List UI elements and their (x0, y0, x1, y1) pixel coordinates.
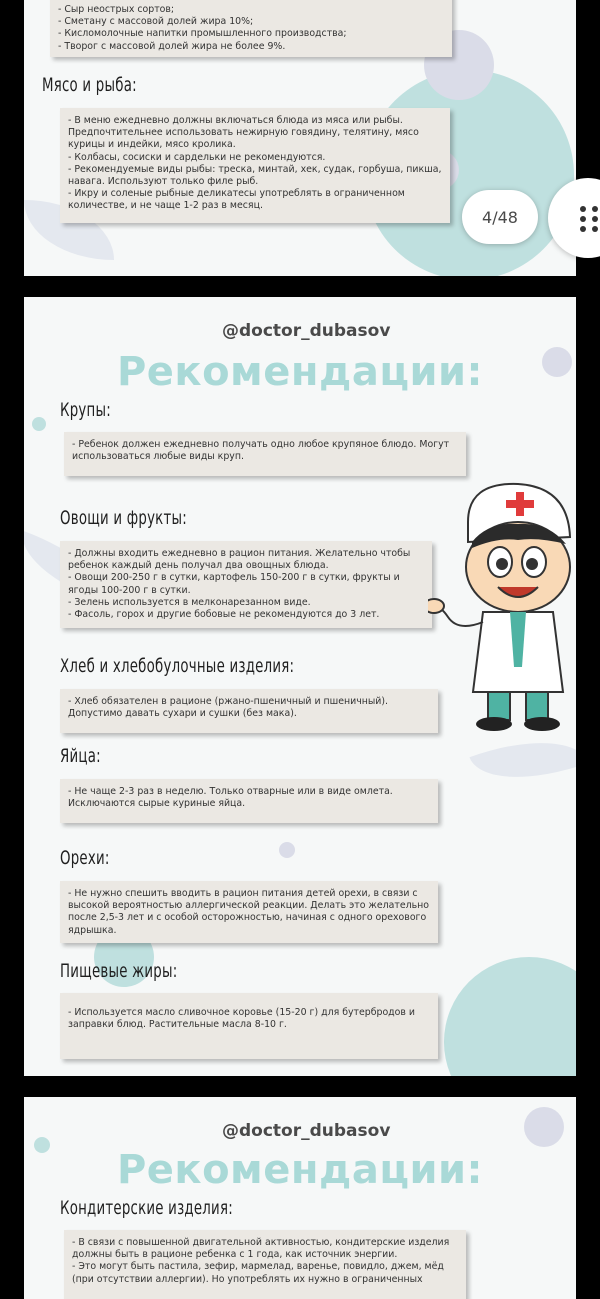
section-title-eggs: Яйца: (60, 745, 101, 767)
info-box-eggs: - Не чаще 2-3 раз в неделю. Только отварные или в виде омлета. Исключаются сырые куриные яйца. (60, 779, 438, 823)
decor-dot (279, 842, 295, 858)
decor-circle (444, 957, 576, 1076)
info-box-meat-fish: - В меню ежедневно должны включаться блюда из мяса или рыбы. Предпочтительнее использовать нежирную говядину, телятину, мясо курицы и индейки, мясо кролика. - Колбасы, сосиски и сардельки не рекомендуются. - Рекомендуемые виды рыбы: треска, минтай, хек, судак, горбуша, пикша, навага. Используют только филе рыб. - Икру и соленые рыбные деликатесы употреблять в ограниченном количестве, и не чаще 1-2 раз в месяц. (60, 108, 450, 223)
author-handle: @doctor_dubasov (222, 1121, 391, 1141)
section-title-fats: Пищевые жиры: (60, 960, 178, 982)
section-title-grains: Крупы: (60, 399, 111, 421)
info-box-nuts: - Не нужно спешить вводить в рацион питания детей орехи, в связи с высокой вероятностью аллергической реакции. Делать это желательно после 2,5-3 лет и с особой осторожностью, начиная с одного орехового ядрышка. (60, 881, 438, 943)
author-handle: @doctor_dubasov (222, 321, 391, 341)
doctor-illustration (428, 482, 576, 732)
decor-dot (32, 417, 46, 431)
page-title: Рекомендации: (116, 349, 484, 395)
info-box-vegetables: - Должны входить ежедневно в рацион питания. Желательно чтобы ребенок каждый день получал два овощных блюда. - Овощи 200-250 г в сутки, картофель 150-200 г в сутки, фрукты и ягоды 100-200 г в сутки. - Зелень используется в мелконарезанном виде. - Фасоль, горох и другие бобовые не рекомендуются до 3 лет. (60, 541, 432, 628)
info-box-grains: - Ребенок должен ежедневно получать одно любое крупяное блюдо. Могут использоваться любые виды круп. (64, 432, 466, 476)
slide-4 (24, 297, 576, 1076)
section-title-bread: Хлеб и хлебобулочные изделия: (60, 655, 295, 677)
decor-circle (524, 1107, 564, 1147)
section-title-vegetables: Овощи и фрукты: (60, 507, 187, 529)
section-title-nuts: Орехи: (60, 847, 110, 869)
page-indicator: 4/48 (462, 190, 538, 244)
info-box-fats: - Используется масло сливочное коровье (15-20 г) для бутербродов и заправки блюд. Растительные масла 8-10 г. (60, 993, 438, 1059)
info-box-sweets: - В связи с повышенной двигательной активностью, кондитерские изделия должны быть в рационе ребенка с 1 года, как источник энергии. - Это могут быть пастила, зефир, мармелад, варенье, повидло, джем, мёд (при отсутствии аллергии). Но употреблять их нужно в ограниченных (64, 1230, 466, 1299)
section-title-sweets: Кондитерские изделия: (60, 1197, 233, 1219)
section-title-meat-fish: Мясо и рыба: (42, 74, 137, 96)
info-box-dairy: - Сыр неострых сортов; - Сметану с массовой долей жира 10%; - Кисломолочные напитки промышленного производства; - Творог с массовой долей жира не более 9%. (50, 0, 452, 57)
slide-5-partial (24, 1097, 576, 1299)
page-title: Рекомендации: (116, 1147, 484, 1193)
info-box-bread: - Хлеб обязателен в рационе (ржано-пшеничный и пшеничный). Допустимо давать сухари и сушки (без мака). (60, 689, 438, 733)
